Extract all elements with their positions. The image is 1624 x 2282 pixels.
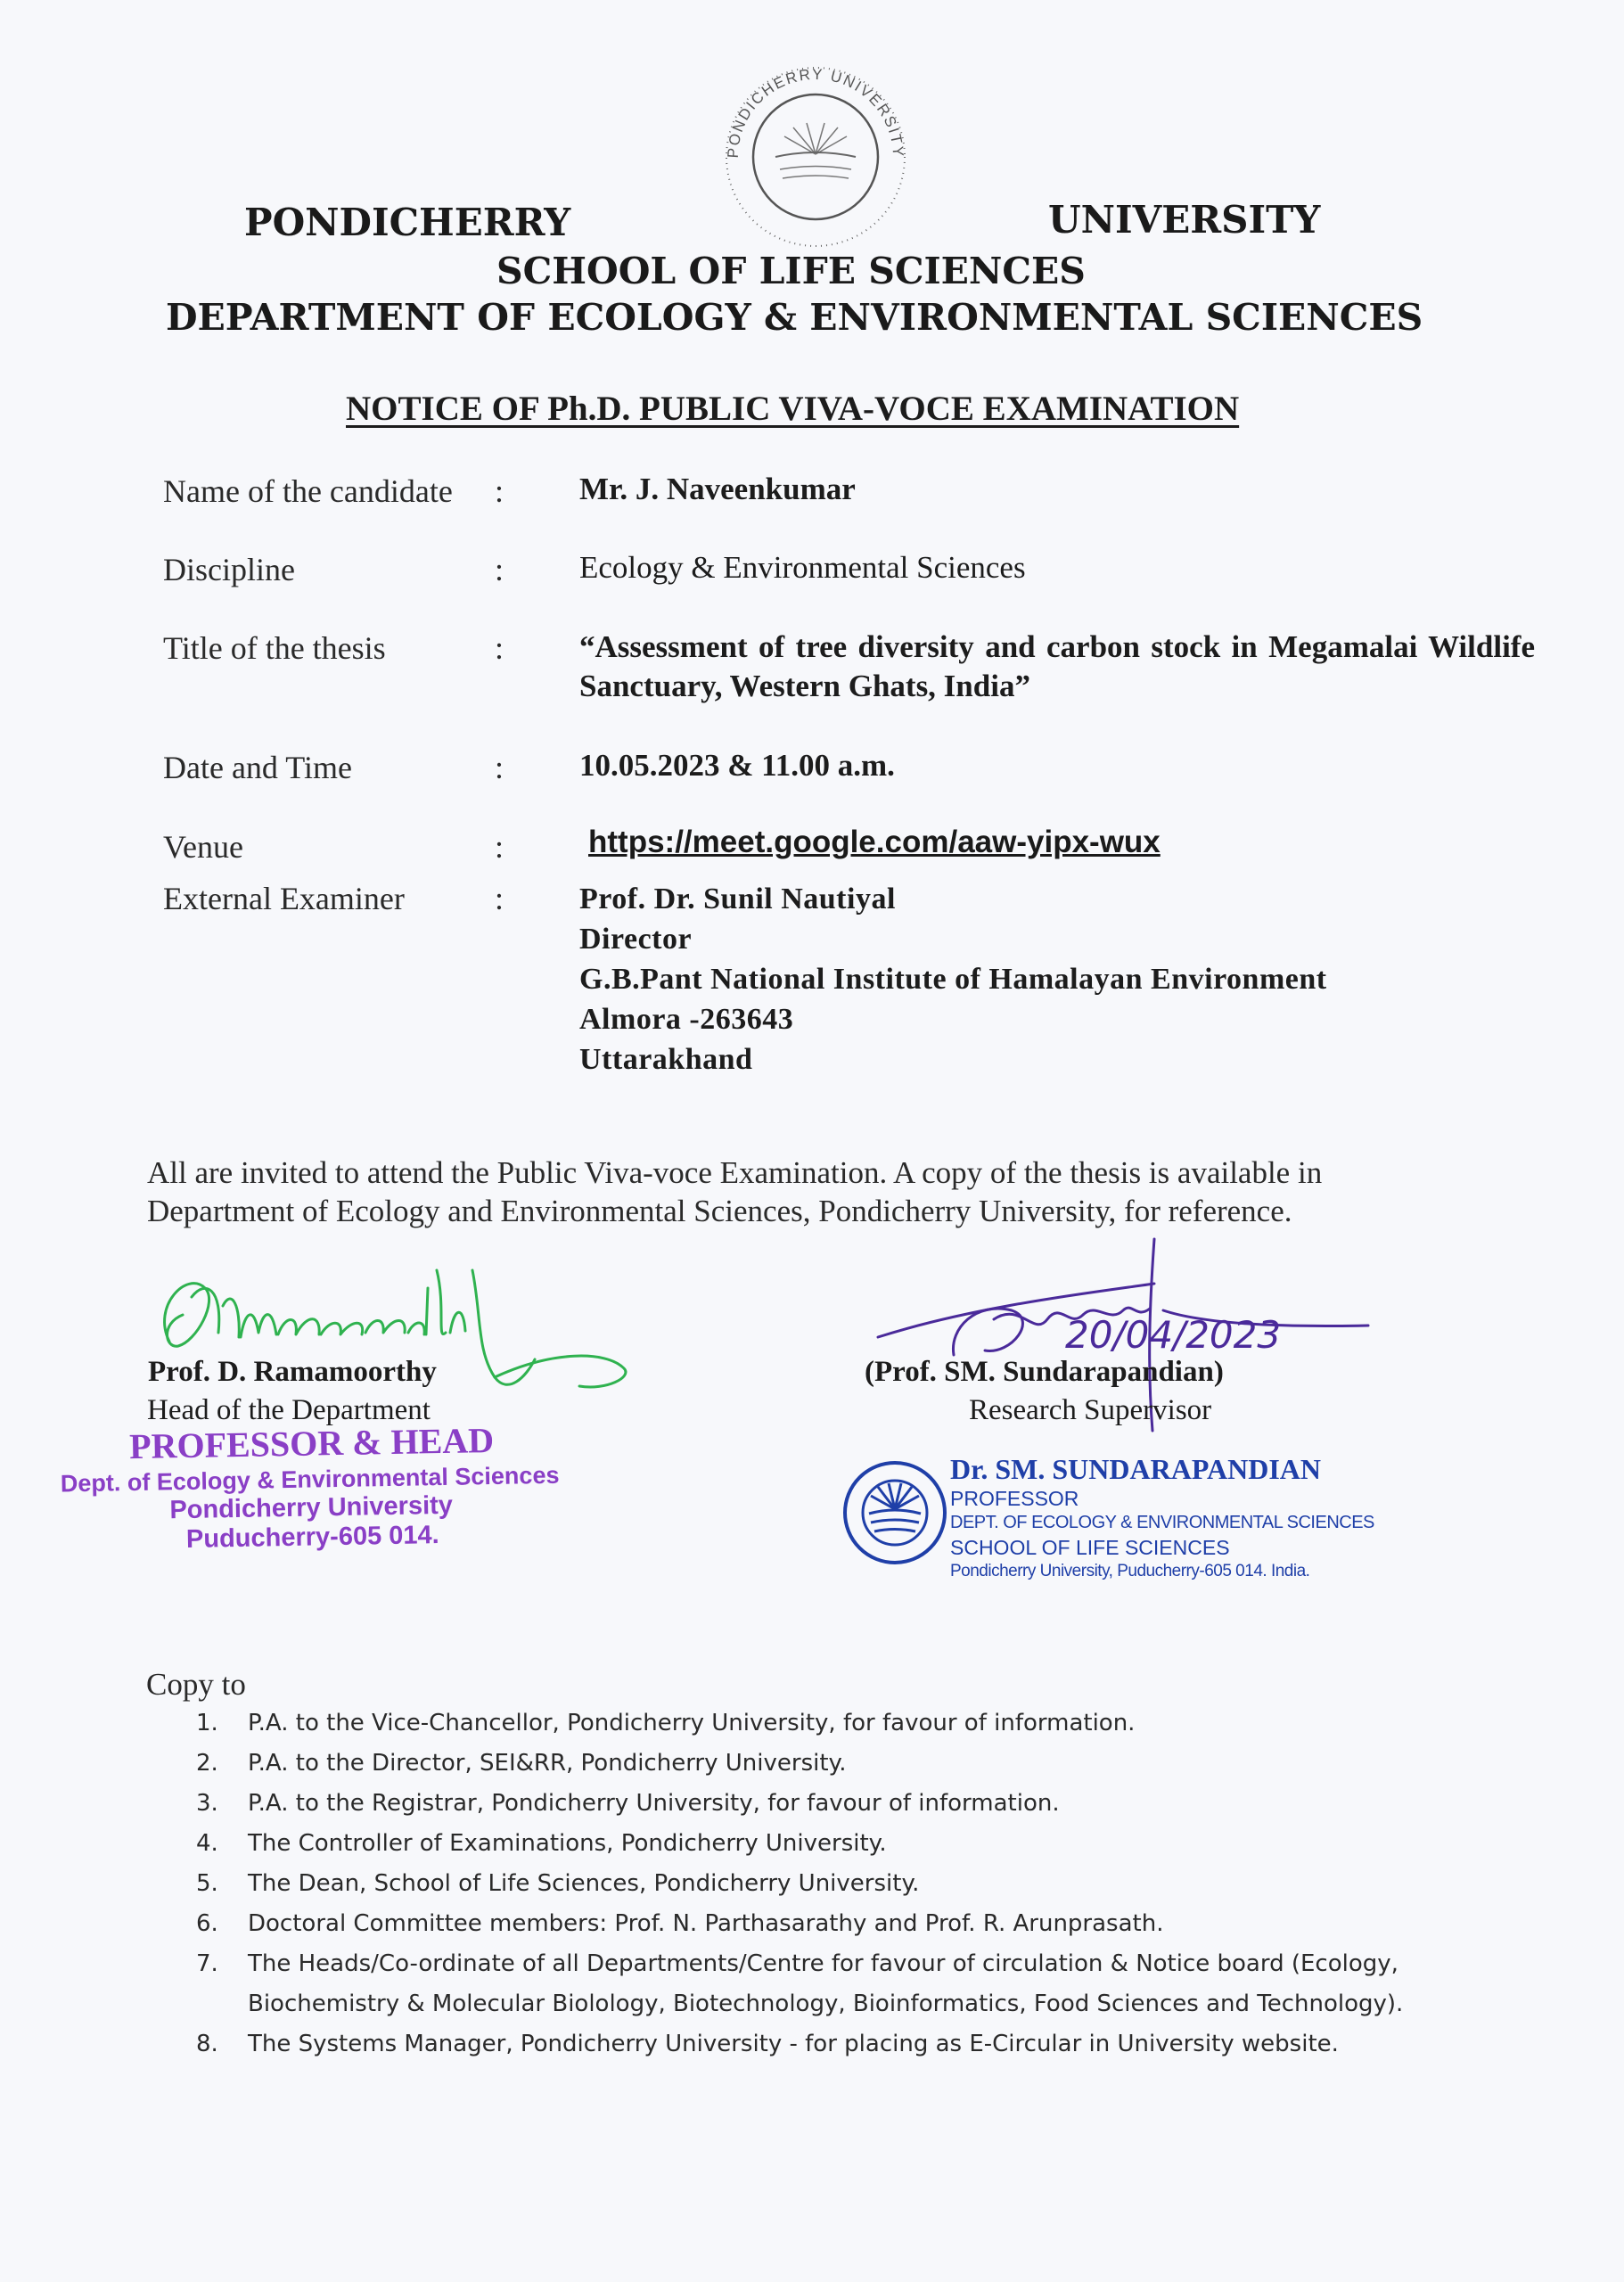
header-university-left: PONDICHERRY (244, 201, 571, 244)
examiner-institute: G.B.Pant National Institute of Hamalayan Environment (579, 963, 1327, 996)
list-item: 6. Doctoral Committee members: Prof. N. Parthasarathy and Prof. R. Arunprasath. (196, 1910, 1164, 1937)
list-item: 2. P.A. to the Director, SEI&RR, Pondicherry University. (196, 1750, 847, 1777)
signed-date: 20/04/2023 (1065, 1313, 1282, 1357)
colon: : (495, 630, 504, 666)
header-department: DEPARTMENT OF ECOLOGY & ENVIRONMENTAL SCIENCES (166, 296, 1423, 339)
supervisor-stamp (950, 1452, 1374, 1583)
candidate-label: Name of the candidate (163, 473, 453, 509)
colon: : (495, 473, 504, 509)
colon: : (495, 881, 504, 916)
supervisor-name: (Prof. SM. Sundarapandian) (865, 1356, 1224, 1388)
svg-text:PONDICHERRY UNIVERSITY: PONDICHERRY UNIVERSITY (724, 65, 907, 159)
hod-stamp-title: PROFESSOR & HEAD (128, 1419, 495, 1467)
examiner-state: Uttarakhand (579, 1043, 753, 1076)
list-item: 8. The Systems Manager, Pondicherry University - for placing as E-Circular in University website. (196, 2031, 1339, 2057)
hod-name: Prof. D. Ramamoorthy (148, 1356, 437, 1388)
supervisor-stamp-name: Dr. SM. SUNDARAPANDIAN (950, 1453, 1321, 1485)
supervisor-stamp-designation: PROFESSOR (950, 1487, 1079, 1510)
examiner-name: Prof. Dr. Sunil Nautiyal (579, 882, 896, 915)
colon: : (495, 750, 504, 785)
venue-link[interactable]: https://meet.google.com/aaw-yipx-wux (588, 825, 1161, 859)
discipline-value: Ecology & Environmental Sciences (579, 550, 1026, 585)
examiner-label: External Examiner (163, 881, 405, 916)
university-seal (713, 52, 918, 248)
candidate-value: Mr. J. Naveenkumar (579, 472, 856, 506)
copy-to-list (196, 1703, 1480, 2064)
hod-stamp-city: Puducherry-605 014. (185, 1521, 439, 1554)
header-university-right: UNIVERSITY (1048, 198, 1321, 242)
examiner-address (579, 879, 1327, 1079)
notice-title: NOTICE OF Ph.D. PUBLIC VIVA-VOCE EXAMINATION (346, 390, 1240, 428)
list-item: 7. The Heads/Co-ordinate of all Departments/Centre for favour of circulation & Notice board (Ecology, Biochemistry & Molecular Biolology, Biotechnology, Bioinformatics, Food Sciences and Technology). (196, 1950, 1404, 2017)
list-item: 5. The Dean, School of Life Sciences, Pondicherry University. (196, 1870, 920, 1897)
supervisor-stamp-address: Pondicherry University, Puducherry-605 014. India. (950, 1562, 1310, 1580)
list-item: 4. The Controller of Examinations, Pondicherry University. (196, 1830, 887, 1857)
supervisor-role: Research Supervisor (969, 1394, 1212, 1426)
colon: : (495, 829, 504, 865)
header-school: SCHOOL OF LIFE SCIENCES (496, 250, 1086, 292)
hod-stamp (53, 1416, 625, 1556)
invitation-text: All are invited to attend the Public Viva-voce Examination. A copy of the thesis is available in Department of Ecology and Environmental Sciences, Pondicherry University, for reference. (147, 1155, 1323, 1228)
thesis-value: “Assessment of tree diversity and carbon stock in Megamalai Wildlife Sanctuary, Western Ghats, India” (579, 629, 1535, 703)
supervisor-stamp-school: SCHOOL OF LIFE SCIENCES (950, 1536, 1230, 1559)
discipline-label: Discipline (163, 552, 295, 587)
hod-stamp-univ: Pondicherry University (169, 1490, 454, 1525)
examiner-city: Almora -263643 (579, 1003, 794, 1036)
examiner-designation: Director (579, 923, 693, 956)
university-seal-icon (713, 52, 918, 248)
list-item: 1. P.A. to the Vice-Chancellor, Pondicherry University, for favour of information. (196, 1710, 1136, 1736)
colon: : (495, 552, 504, 587)
list-item: 3. P.A. to the Registrar, Pondicherry University, for favour of information. (196, 1790, 1060, 1817)
hod-role: Head of the Department (147, 1394, 431, 1426)
hod-stamp-dept: Dept. of Ecology & Environmental Sciences (60, 1461, 560, 1498)
datetime-label: Date and Time (163, 750, 352, 785)
supervisor-stamp-seal-icon (842, 1460, 947, 1565)
datetime-value: 10.05.2023 & 11.00 a.m. (579, 748, 895, 783)
copy-to-heading: Copy to (146, 1667, 246, 1702)
supervisor-stamp-dept: DEPT. OF ECOLOGY & ENVIRONMENTAL SCIENCES (950, 1513, 1374, 1532)
venue-label: Venue (163, 829, 243, 865)
thesis-label: Title of the thesis (163, 630, 386, 666)
